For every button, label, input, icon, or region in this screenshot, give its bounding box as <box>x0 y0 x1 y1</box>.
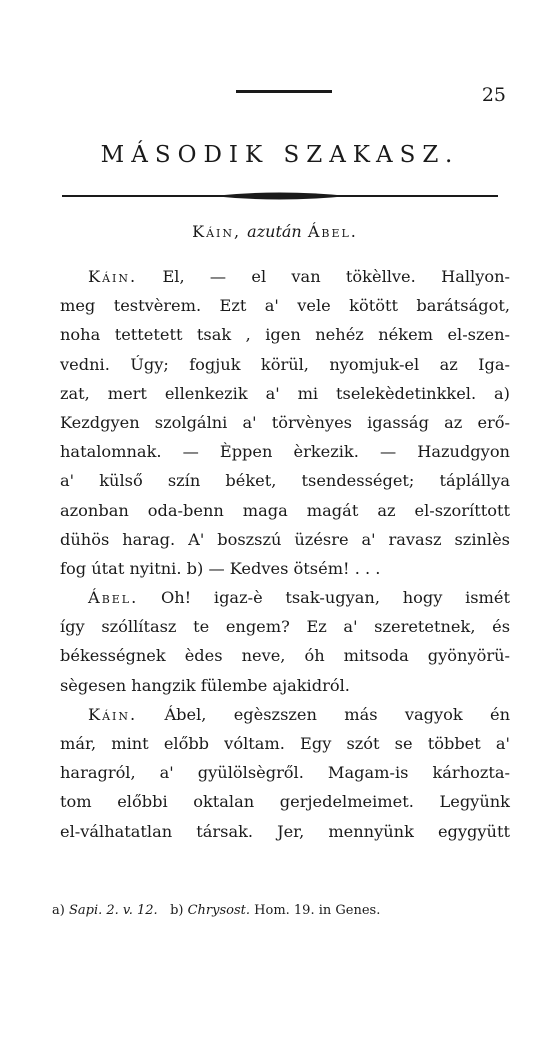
text-line <box>60 612 510 641</box>
footnote-a-ref: Sapi. 2. v. 12. <box>68 903 158 918</box>
persons-line <box>0 222 550 241</box>
text-line <box>60 758 510 787</box>
footnote-a-mark: a) <box>52 903 65 918</box>
speaker-name: Káin. <box>88 704 138 724</box>
text-line <box>60 291 510 320</box>
line-text: El, — el van tökèllve. Hallyon- <box>162 267 510 286</box>
text-line <box>60 700 510 729</box>
text-line <box>60 466 510 495</box>
speaker-name: Ábel. <box>88 588 139 608</box>
line-text: már, mint előbb vóltam. Egy szót se többet a' <box>60 734 510 753</box>
header-rule <box>236 90 332 93</box>
footnote-b-mark: b) <box>170 903 184 918</box>
section-title: MÁSODIK SZAKASZ. <box>100 142 460 168</box>
ornamental-rule <box>62 192 498 200</box>
text-line <box>60 379 510 408</box>
persons-conjunction: azután <box>247 222 302 241</box>
line-text: a' külső szín béket, tsendességet; táplállya <box>60 471 510 491</box>
line-text: zat, mert ellenkezik a' mi tselekèdetinkkel. a) <box>60 383 510 403</box>
text-line <box>60 729 510 758</box>
text-line <box>60 671 510 700</box>
line-text: békességnek èdes neve, óh mitsoda gyönyörü- <box>60 646 510 666</box>
text-line <box>60 496 510 525</box>
line-text: Oh! igaz-è tsak-ugyan, hogy ismét <box>160 588 510 608</box>
text-line <box>60 817 510 846</box>
text-line <box>60 641 510 670</box>
person-cain: Káin, <box>192 222 242 241</box>
text-line <box>60 583 510 612</box>
footnote-b-rest: Hom. 19. in Genes. <box>254 903 381 918</box>
text-line <box>60 437 510 466</box>
text-line <box>60 408 510 437</box>
text-line <box>60 262 510 291</box>
line-text: azonban oda-benn maga magát az el-szoríttott <box>60 500 510 520</box>
line-text: így szóllítasz te engem? Ez a' szeretetnek, és <box>60 617 510 637</box>
line-text: haragról, a' gyülölsègről. Magam-is kárhozta- <box>60 763 510 783</box>
text-line <box>60 350 510 379</box>
line-text: fog útat nyitni. b) — Kedves ötsém! . . . <box>60 558 381 578</box>
text-line <box>60 554 510 583</box>
footnote-b-ref: Chrysost. <box>187 903 251 918</box>
text-line <box>60 320 510 349</box>
line-text: vedni. Úgy; fogjuk körül, nyomjuk-el az Iga- <box>60 354 510 374</box>
line-text: meg testvèrem. Ezt a' vele kötött barátságot, <box>60 296 510 316</box>
line-text: dühös harag. A' boszszú üzésre a' ravasz szinlès <box>60 529 510 549</box>
text-line <box>60 787 510 816</box>
speaker-name: Káin. <box>88 267 138 286</box>
line-text: el-válhatatlan társak. Jer, mennyünk egygyütt <box>60 821 510 841</box>
line-text: Kezdgyen szolgálni a' törvènyes igasság az erő- <box>60 412 510 432</box>
text-body <box>60 262 510 846</box>
line-text: noha tettetett tsak , igen nehéz nékem el-szen- <box>60 325 510 345</box>
line-text: tom előbbi oktalan gerjedelmeimet. Legyünk <box>60 792 510 812</box>
text-line <box>60 525 510 554</box>
line-text: Ábel, egèszszen más vagyok én <box>164 704 510 724</box>
line-text: sègesen hangzik fülembe ajakidról. <box>60 675 350 695</box>
page-number: 25 <box>481 84 506 106</box>
person-abel: Ábel. <box>307 222 358 241</box>
line-text: hatalomnak. — Èppen èrkezik. — Hazudgyon <box>60 442 510 462</box>
footnote <box>52 903 512 918</box>
